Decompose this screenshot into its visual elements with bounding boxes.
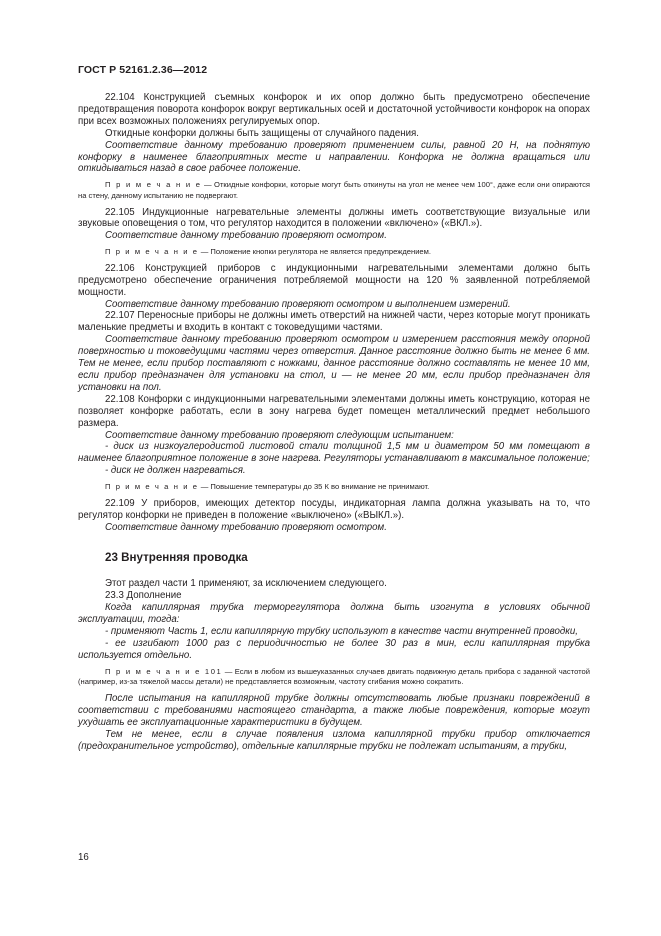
list-item: - ее изгибают 1000 раз с периодичностью не более 30 раз в мин, если капиллярная трубка используется отдельно. [78, 637, 590, 661]
paragraph: Тем не менее, если в случае появления излома капиллярной трубки прибор отключается (предохранительное устройство), отдельные капиллярные трубки не подлежат испытаниям, а трубки, [78, 728, 590, 752]
compliance-paragraph: Соответствие данному требованию проверяют осмотром и измерением расстояния между опорной поверхностью и токоведущими частями через отверстия. Данное расстояние должно быть не менее 6 мм. Тем не менее, если прибор поставляют с ножками, данное расстояние должно составлять не менее 10 мм, если прибор предназначен для установки на стол, и — не менее 20 мм, если прибор предназначен для установки на пол. [78, 334, 590, 393]
paragraph: 23.3 Дополнение [105, 590, 182, 602]
standard-code: ГОСТ Р 52161.2.36—2012 [78, 64, 208, 76]
paragraph: 22.108 Конфорки с индукционными нагревательными элементами должны иметь конструкцию, которая не позволяет конфорке работать, если в зону нагрева будет помещен металлический предмет небольшого размера. [78, 393, 590, 429]
note-text: — Положение кнопки регулятора не является предупреждением. [200, 247, 431, 257]
paragraph: Откидные конфорки должны быть защищены от случайного падения. [105, 127, 419, 139]
paragraph: Этот раздел части 1 применяют, за исключением следующего. [105, 578, 387, 590]
section-title: 23 Внутренняя проводка [105, 551, 248, 565]
note-label: П р и м е ч а н и е [105, 482, 199, 492]
paragraph: 22.105 Индукционные нагревательные элементы должны иметь соответствующие визуальные или звуковые оповещения о том, что регулятор находится в положении «включено» («ВКЛ.»). [78, 206, 590, 230]
paragraph: Когда капиллярная трубка терморегулятора должна быть изогнута в условиях обычной эксплуатации, тогда: [78, 602, 590, 626]
note-label: П р и м е ч а н и е [105, 180, 202, 190]
note-label: П р и м е ч а н и е [105, 247, 199, 257]
list-item: - диск из низкоуглеродистой листовой стали толщиной 1,5 мм и диаметром 50 мм помещают в наименее благоприятное положение в зоне нагрева. Регуляторы устанавливают в максимальное положение; [78, 441, 590, 465]
note [78, 180, 590, 201]
list-item: - диск не должен нагреваться. [105, 465, 246, 477]
compliance-paragraph: Соответствие данному требованию проверяют применением силы, равной 20 Н, на поднятую конфорку в наименее благоприятных месте и направлении. Конфорка не должна вращаться или откидываться назад в свое рабочее положение. [78, 139, 590, 175]
paragraph: 22.104 Конструкцией съемных конфорок и их опор должно быть предусмотрено обеспечение предотвращения поворота конфорок вокруг вертикальных осей и достаточной устойчивости конфорок на опорах при всех возможных положениях регулируемых опор. [78, 92, 590, 127]
paragraph: 22.109 У приборов, имеющих детектор посуды, индикаторная лампа должна указывать на то, что регулятор конфорки не приведен в положение «выключено» («ВЫКЛ.»). [78, 497, 590, 521]
list-item: - применяют Часть 1, если капиллярную трубку используют в качестве части внутренней проводки, [105, 626, 578, 637]
paragraph: 22.106 Конструкцией приборов с индукционными нагревательными элементами должно быть предусмотрено обеспечение ограничения потребляемой мощности на 120 % заявленной потребляемой мощности. [78, 262, 590, 298]
compliance-paragraph: Соответствие данному требованию проверяют осмотром и выполнением измерений. [105, 298, 511, 310]
compliance-paragraph: Соответствие данному требованию проверяют следующим испытанием: [105, 429, 454, 441]
note-label: П р и м е ч а н и е 101 [105, 666, 223, 676]
page-number: 16 [78, 852, 89, 863]
paragraph: 22.107 Переносные приборы не должны иметь отверстий на нижней части, через которые могут проникать маленькие предметы и входить в контакт с токоведущими частями. [78, 310, 590, 334]
document-body [78, 92, 590, 752]
note-text: — Откидные конфорки, которые могут быть откинуты на угол не менее чем 100°, даже если они опираются на стену, данному испытанию не подвергают. [78, 180, 590, 200]
compliance-paragraph: Соответствие данному требованию проверяют осмотром. [105, 230, 387, 242]
note-text: — Повышение температуры до 35 К во внимание не принимают. [200, 482, 430, 492]
paragraph: После испытания на капиллярной трубке должны отсутствовать любые признаки повреждений в соответствии с требованиями настоящего стандарта, а также любые повреждения, которые могут ухудшать ее эксплуатационные характеристики в будущем. [78, 692, 590, 728]
note [78, 247, 590, 258]
note [78, 667, 590, 688]
compliance-paragraph: Соответствие данному требованию проверяют осмотром. [105, 521, 387, 533]
note [78, 482, 590, 493]
note-text: — Если в любом из вышеуказанных случаев двигать подвижную деталь прибора с заданной частотой (например, из-за тяжелой массы детали) не представляется возможным, частоту сгибания можно сократить. [78, 666, 590, 687]
